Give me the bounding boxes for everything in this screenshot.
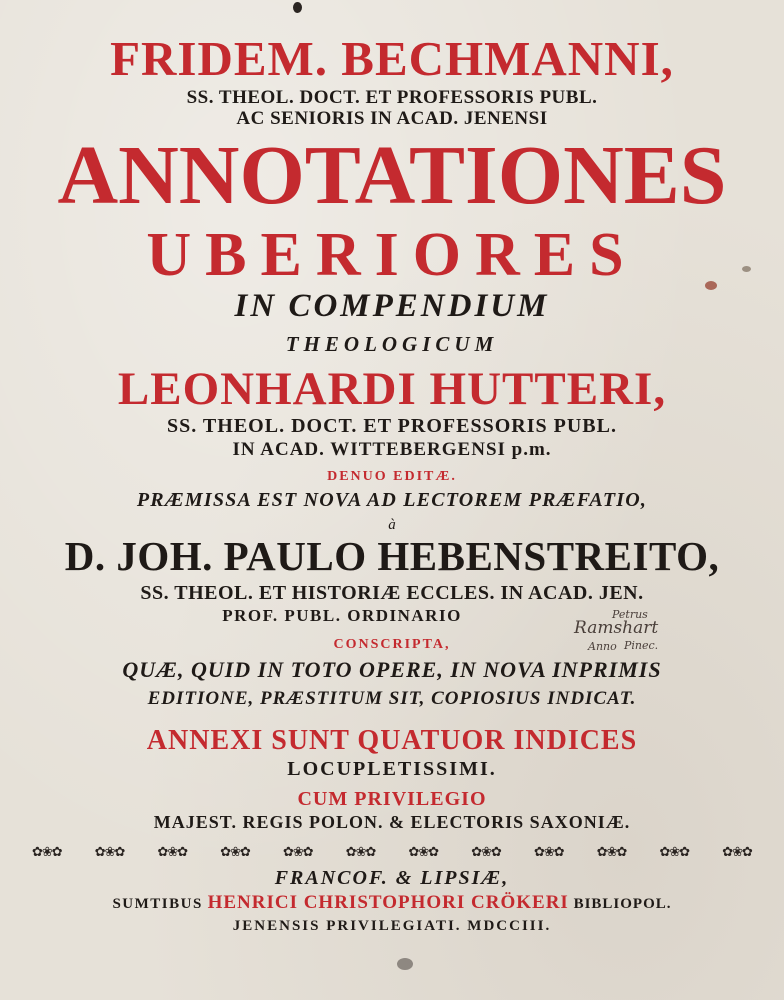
- author-title-1: SS. THEOL. DOCT. ET PROFESSORIS PUBL.: [186, 87, 598, 108]
- ink-spot-bottom: [397, 958, 413, 970]
- quae-line-1: QUÆ, QUID IN TOTO OPERE, IN NOVA INPRIMIS: [122, 657, 662, 682]
- ornament-unit: ✿❀✿: [408, 844, 439, 860]
- main-title-uberiores: UBERIORES: [146, 221, 638, 289]
- ornament-unit: ✿❀✿: [596, 844, 627, 860]
- annexi-line-1: ANNEXI SUNT QUATUOR INDICES: [146, 725, 638, 756]
- ornament-unit: ✿❀✿: [283, 844, 313, 860]
- handwritten-line-2: Ramshart: [574, 618, 659, 638]
- sumtibus: SUMTIBUS: [112, 896, 203, 912]
- main-title-annotationes: ANNOTATIONES: [57, 129, 727, 222]
- imprint-date: JENENSIS PRIVILEGIATI. MDCCIII.: [232, 918, 552, 934]
- annexi-line-2: LOCUPLETISSIMI.: [287, 758, 497, 780]
- hebenstreit-title-1: SS. THEOL. ET HISTORIÆ ECCLES. IN ACAD. JEN.: [140, 582, 644, 604]
- place-of-publication: FRANCOF. & LIPSIÆ,: [274, 867, 510, 889]
- ornament-unit: ✿❀✿: [659, 844, 690, 860]
- ornamental-rule: [32, 842, 752, 862]
- author-title-2: AC SENIORIS IN ACAD. JENENSI: [236, 108, 548, 129]
- hutter-title-2: IN ACAD. WITTEBERGENSI p.m.: [232, 439, 552, 460]
- ornament-unit: ✿❀✿: [534, 844, 564, 860]
- publisher-line: [0, 893, 784, 912]
- handwritten-line-3: Anno: [588, 640, 617, 653]
- author-name: FRIDEM. BECHMANNI,: [110, 31, 674, 86]
- conscripta: CONSCRIPTA,: [333, 637, 451, 652]
- ornament-unit: ✿❀✿: [94, 844, 125, 860]
- praemissa-line: PRÆMISSA EST NOVA AD LECTOREM PRÆFATIO,: [136, 489, 648, 511]
- denuo-editae: DENUO EDITÆ.: [327, 469, 457, 484]
- majest-line: MAJEST. REGIS POLON. & ELECTORIS SAXONIÆ.: [153, 812, 631, 832]
- ornament-unit: ✿❀✿: [471, 844, 501, 860]
- ornament-unit: ✿❀✿: [345, 844, 376, 860]
- bibliopol: BIBLIOPOL.: [573, 896, 672, 912]
- ornament-unit: ✿❀✿: [157, 844, 188, 860]
- ink-spot-top: [293, 2, 302, 13]
- hebenstreit-title-2: PROF. PUBL. ORDINARIO: [222, 606, 462, 625]
- hutter-title-1: SS. THEOL. DOCT. ET PROFESSORIS PUBL.: [167, 415, 617, 437]
- ornament-unit: ✿❀✿: [32, 844, 62, 860]
- cum-privilegio: CUM PRIVILEGIO: [297, 788, 487, 810]
- hutter-name: LEONHARDI HUTTERI,: [117, 363, 667, 415]
- hebenstreit-name: D. JOH. PAULO HEBENSTREITO,: [64, 533, 720, 579]
- ornament-unit: ✿❀✿: [722, 844, 752, 860]
- subtitle-theologicum: THEOLOGICUM: [285, 332, 499, 356]
- ornament-unit: ✿❀✿: [220, 844, 250, 860]
- quae-line-2: EDITIONE, PRÆSTITUM SIT, COPIOSIUS INDICAT.: [147, 688, 637, 709]
- preposition-a: à: [388, 517, 396, 533]
- subtitle-in-compendium: IN COMPENDIUM: [234, 288, 550, 324]
- handwritten-line-4: Pinec.: [624, 639, 659, 652]
- publisher-name: HENRICI CHRISTOPHORI CRÖKERI: [207, 892, 569, 913]
- handwritten-line-1: Petrus: [612, 608, 648, 621]
